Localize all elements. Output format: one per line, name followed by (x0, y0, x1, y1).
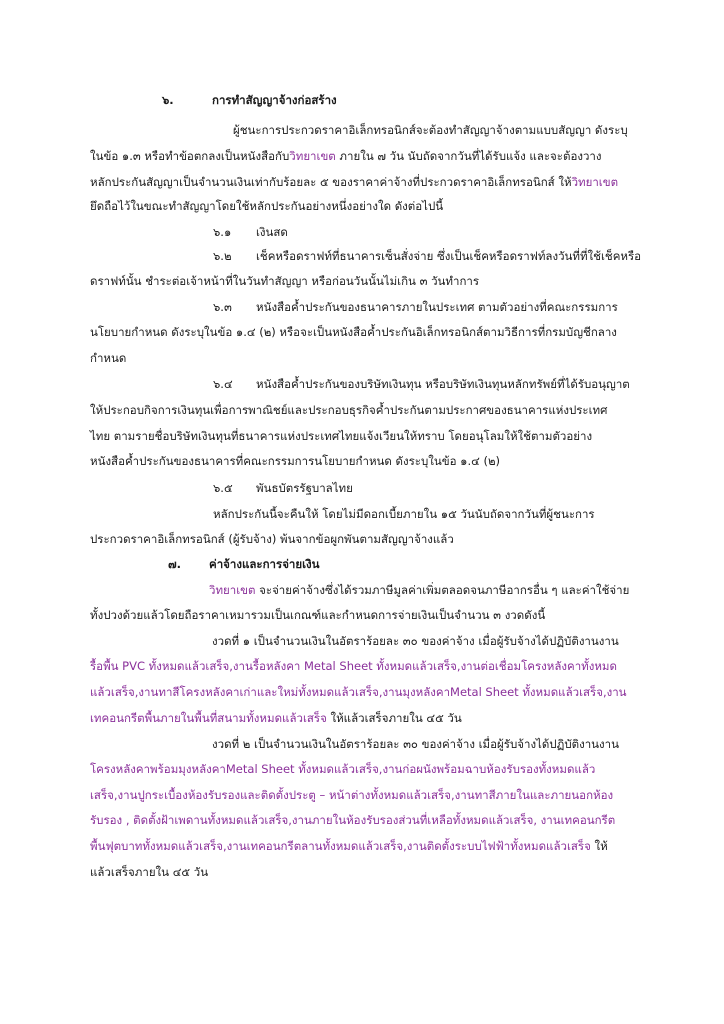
section-7-para-line-1 (209, 582, 629, 598)
refund-line-2: ประกวดราคาอิเล็กทรอนิกส์ (ผู้รับจ้าง) พ้นจากข้อผูกพันตามสัญญาจ้างแล้ว (90, 532, 454, 546)
item-6-2-line-2: ดราฟท์นั้น ชำระต่อเจ้าหน้าที่ในวันทำสัญญา หรือก่อนวันนั้นไม่เกิน ๓ วันทำการ (90, 274, 480, 288)
installment-2-line-5 (90, 838, 608, 854)
item-6-3-number: ๖.๓ (213, 300, 232, 314)
item-6-4-number: ๖.๔ (213, 377, 233, 391)
work-items-highlight: เทคอนกรีตพื้นภายในพื้นที่สนามทั้งหมดแล้วเสร็จ (90, 711, 327, 725)
text-run: ภายใน ๗ วัน นับถัดจากวันที่ได้รับแจ้ง และจะต้องวาง (335, 149, 602, 163)
text-run: ในข้อ ๑.๓ หรือทำข้อตกลงเป็นหนังสือกับ (90, 149, 290, 163)
installment-1-line-1: งวดที่ ๑ เป็นจำนวนเงินในอัตราร้อยละ ๓๐ ของค่าจ้าง เมื่อผู้รับจ้างได้ปฏิบัติงานงาน (212, 634, 619, 648)
section-7-para-line-2: ทั้งปวงด้วยแล้วโดยถือราคาเหมารวมเป็นเกณฑ์และกำหนดการจ่ายเงินเป็นจำนวน ๓ งวดดังนี้ (90, 608, 546, 622)
section-6-para-line-1: ผู้ชนะการประกวดราคาอิเล็กทรอนิกส์จะต้องทำสัญญาจ้างตามแบบสัญญา ดังระบุ (233, 123, 628, 137)
section-6-para-line-3 (90, 174, 618, 190)
org-name-highlight: วิทยาเขต (289, 149, 336, 163)
text-run: ให้ (590, 839, 608, 853)
org-name-highlight: วิทยาเขต (571, 175, 619, 189)
installment-2-line-3: เสร็จ,งานปูกระเบื้องห้องรับรองและติดตั้งประตู – หน้าต่างทั้งหมดแล้วเสร็จ,งานทาสีภายในและภายนอกห้อง (90, 788, 614, 802)
item-6-5-text: พันธบัตรรัฐบาลไทย (256, 481, 353, 495)
installment-1-line-3: แล้วเสร็จ,งานทาสีโครงหลังคาเก่าและใหม่ทั้งหมดแล้วเสร็จ,งานมุงหลังคาMetal Sheet ทั้งหมดแล้วเสร็จ,งาน (90, 685, 627, 699)
section-7-heading: ค่าจ้างและการจ่ายเงิน (209, 557, 320, 571)
org-name-highlight: วิทยาเขต (209, 583, 256, 597)
installment-1-line-2: รื้อพื้น PVC ทั้งหมดแล้วเสร็จ,งานรื้อหลังคา Metal Sheet ทั้งหมดแล้วเสร็จ,งานต่อเชื่อมโครงหลังคาทั้งหมด (90, 659, 617, 673)
installment-2-line-1: งวดที่ ๒ เป็นจำนวนเงินในอัตราร้อยละ ๓๐ ของค่าจ้าง เมื่อผู้รับจ้างได้ปฏิบัติงานงาน (212, 737, 619, 751)
installment-2-line-6: แล้วเสร็จภายใน ๔๕ วัน (90, 865, 209, 879)
installment-2-line-4: รับรอง , ติดตั้งฝ้าเพดานทั้งหมดแล้วเสร็จ,งานภายในห้องรับรองส่วนที่เหลือทั้งหมดแล้วเสร็จ, งานเทคอนกรีต (90, 813, 616, 827)
section-7-number: ๗. (168, 557, 182, 571)
item-6-3-line-2: นโยบายกำหนด ดังระบุในข้อ ๑.๔ (๒) หรือจะเป็นหนังสือค้ำประกันอิเล็กทรอนิกส์ตามวิธีการที่กรมบัญชีกลาง (90, 325, 617, 339)
item-6-2-number: ๖.๒ (213, 249, 232, 263)
item-6-1-text: เงินสด (256, 225, 288, 239)
item-6-4-line-3: ไทย ตามรายชื่อบริษัทเงินทุนที่ธนาคารแห่งประเทศไทยแจ้งเวียนให้ทราบ โดยอนุโลมให้ใช้ตามตัวอย่าง (90, 429, 593, 443)
installment-1-line-4 (90, 710, 462, 726)
installment-2-line-2: โครงหลังคาพร้อมมุงหลังคาMetal Sheet ทั้งหมดแล้วเสร็จ,งานก่อผนังพร้อมฉาบห้องรับรองทั้งหมดแล้ว (90, 762, 596, 776)
item-6-2-line-1: เช็คหรือดราฟท์ที่ธนาคารเซ็นสั่งจ่าย ซึ่งเป็นเช็คหรือดราฟท์ลงวันที่ที่ใช้เช็คหรือ (256, 249, 642, 263)
item-6-1-number: ๖.๑ (213, 225, 232, 239)
item-6-3-line-1: หนังสือค้ำประกันของธนาคารภายในประเทศ ตามตัวอย่างที่คณะกรรมการ (256, 300, 618, 314)
item-6-3-line-3: กำหนด (90, 351, 127, 365)
item-6-4-line-2: ให้ประกอบกิจการเงินทุนเพื่อการพาณิชย์และประกอบธุรกิจค้ำประกันตามประกาศของธนาคารแห่งประเทศ (90, 403, 608, 417)
section-6-para-line-4: ยึดถือไว้ในขณะทำสัญญาโดยใช้หลักประกันอย่างหนึ่งอย่างใด ดังต่อไปนี้ (90, 199, 444, 213)
text-run: จะจ่ายค่าจ้างซึ่งได้รวมภาษีมูลค่าเพิ่มตลอดจนภาษีอากรอื่น ๆ และค่าใช้จ่าย (255, 583, 630, 597)
text-run: ให้แล้วเสร็จภายใน ๔๕ วัน (326, 711, 462, 725)
item-6-4-line-1: หนังสือค้ำประกันของบริษัทเงินทุน หรือบริษัทเงินทุนหลักทรัพย์ที่ได้รับอนุญาต (256, 377, 630, 391)
section-6-heading: การทำสัญญาจ้างก่อสร้าง (212, 93, 337, 107)
item-6-4-line-4: หนังสือค้ำประกันของธนาคารที่คณะกรรมการนโยบายกำหนด ดังระบุในข้อ ๑.๔ (๒) (90, 454, 501, 468)
work-items-highlight: พื้นฟุตบาททั้งหมดแล้วเสร็จ,งานเทคอนกรีตลานทั้งหมดแล้วเสร็จ,งานติดตั้งระบบไฟฟ้าทั้งหมดแล้วเสร็จ (90, 839, 591, 853)
section-6-para-line-2 (90, 148, 602, 164)
text-run: หลักประกันสัญญาเป็นจำนวนเงินเท่ากับร้อยละ ๕ ของราคาค่าจ้างที่ประกวดราคาอิเล็กทรอนิกส์ ให้ (90, 175, 572, 189)
section-6-number: ๖. (162, 93, 174, 107)
refund-line-1: หลักประกันนี้จะคืนให้ โดยไม่มีดอกเบี้ยภายใน ๑๕ วันนับถัดจากวันที่ผู้ชนะการ (213, 507, 595, 521)
item-6-5-number: ๖.๕ (213, 481, 233, 495)
